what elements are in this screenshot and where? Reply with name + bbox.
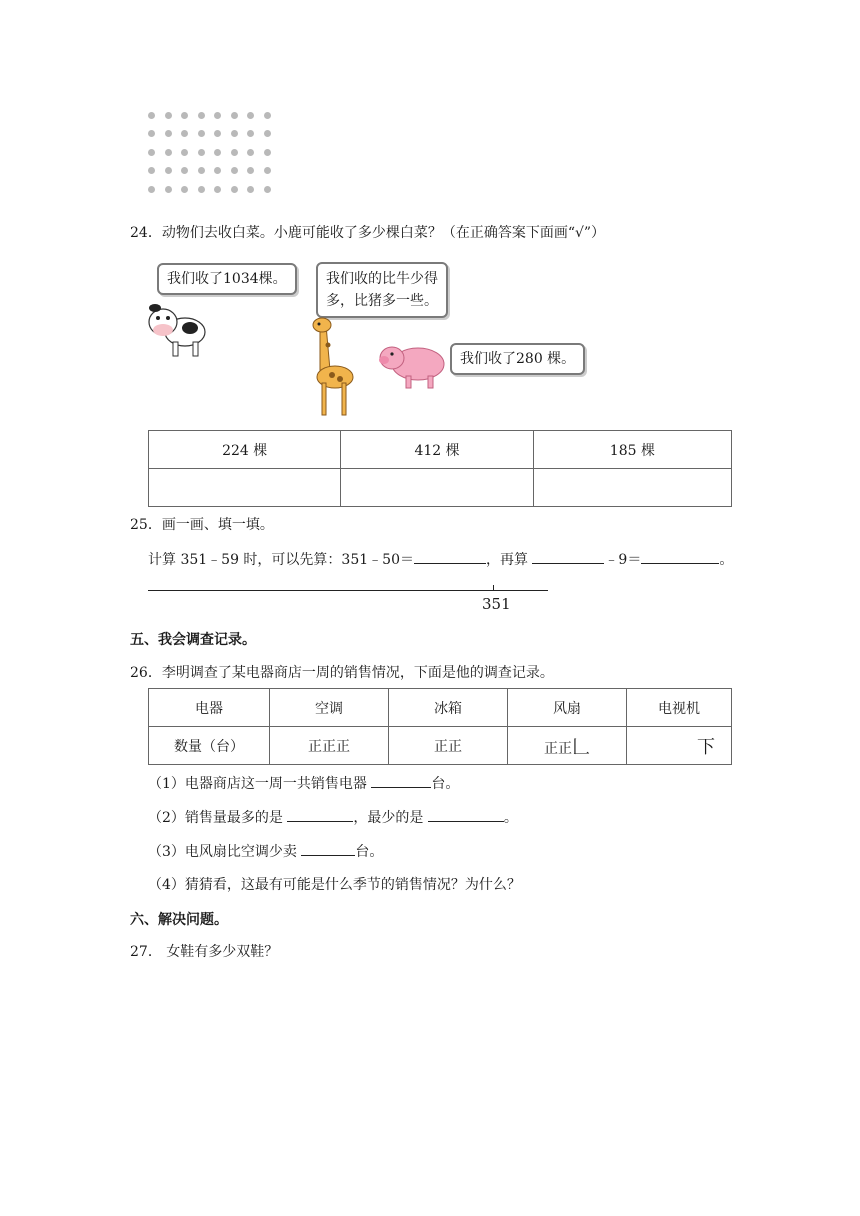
question-26-sub4: （4）猜猜看，这最有可能是什么季节的销售情况？为什么？ — [148, 877, 521, 893]
header-cell: 冰箱 — [389, 689, 508, 727]
question-25-calc — [148, 549, 733, 570]
blank-2[interactable] — [532, 549, 604, 564]
question-26: 26．李明调查了某电器商店一周的销售情况，下面是他的调查记录。 — [130, 665, 554, 681]
calc-text-2: ，再算 — [485, 552, 533, 568]
sales-table — [148, 688, 732, 765]
question-26-sub1 — [148, 773, 459, 794]
dot-grid — [148, 112, 280, 204]
sub2-text-a: （2）销售量最多的是 — [148, 810, 288, 826]
question-25-title: 25．画一画、填一填。 — [130, 517, 274, 533]
tv-tally: 下 — [697, 736, 715, 758]
deer-speech-bubble — [316, 262, 448, 318]
option-cell: 224 棵 — [149, 431, 341, 469]
section-5-title: 五、我会调查记录。 — [130, 632, 256, 648]
blank-most[interactable] — [287, 807, 353, 822]
header-cell: 风扇 — [508, 689, 627, 727]
sub3-unit: 台。 — [355, 844, 384, 860]
pig-illustration — [378, 338, 448, 390]
blank-1[interactable] — [414, 549, 486, 564]
blank-3[interactable] — [641, 549, 719, 564]
fan-tally: 正正 — [544, 740, 572, 757]
option-cell: 185 棵 — [533, 431, 731, 469]
sub3-text: （3）电风扇比空调少卖 — [148, 844, 302, 860]
blank-total[interactable] — [371, 773, 431, 788]
option-cell: 412 棵 — [341, 431, 533, 469]
header-cell: 电视机 — [627, 689, 732, 727]
sub2-text-b: ，最少的是 — [353, 810, 428, 826]
sub1-unit: 台。 — [431, 776, 460, 792]
cow-speech-text: 我们收了1034棵。 — [167, 271, 287, 287]
answer-cell[interactable] — [149, 469, 341, 507]
number-line-label: 351 — [482, 595, 511, 613]
blank-difference[interactable] — [301, 841, 355, 856]
answer-cell[interactable] — [533, 469, 731, 507]
tally-cell-tv — [627, 727, 732, 765]
calc-text-3: ﹣9＝ — [604, 552, 642, 568]
giraffe-illustration — [300, 315, 360, 420]
answer-options-table — [148, 430, 732, 507]
cow-speech-bubble — [157, 263, 297, 295]
question-27: 27． 女鞋有多少双鞋？ — [130, 944, 279, 960]
cow-illustration — [145, 300, 210, 360]
section-6-title: 六、解决问题。 — [130, 912, 228, 928]
deer-speech-line2: 多，比猪多一些。 — [326, 293, 438, 309]
sub2-end: 。 — [503, 810, 518, 826]
number-line — [148, 590, 548, 591]
calc-text-end: 。 — [719, 552, 734, 568]
pig-speech-text: 我们收了280 棵。 — [460, 351, 576, 367]
pig-speech-bubble — [450, 343, 585, 375]
row-label-cell: 数量（台） — [149, 727, 270, 765]
answer-cell[interactable] — [341, 469, 533, 507]
sub1-text: （1）电器商店这一周一共销售电器 — [148, 776, 372, 792]
tally-cell-fridge: 正正 — [389, 727, 508, 765]
question-24: 24．动物们去收白菜。小鹿可能收了多少棵白菜？（在正确答案下面画“√”） — [130, 225, 606, 241]
tally-cell-ac: 正正正 — [270, 727, 389, 765]
header-cell: 电器 — [149, 689, 270, 727]
number-line-tick — [493, 585, 494, 591]
calc-text-1: 计算 351﹣59 时，可以先算：351﹣50＝ — [148, 552, 414, 568]
deer-speech-line1: 我们收的比牛少得 — [326, 271, 438, 287]
fan-tally-extra: 𠃊 — [572, 736, 590, 758]
question-26-sub2 — [148, 807, 518, 828]
tally-cell-fan — [508, 727, 627, 765]
header-cell: 空调 — [270, 689, 389, 727]
question-26-sub3 — [148, 841, 383, 862]
blank-least[interactable] — [428, 807, 504, 822]
